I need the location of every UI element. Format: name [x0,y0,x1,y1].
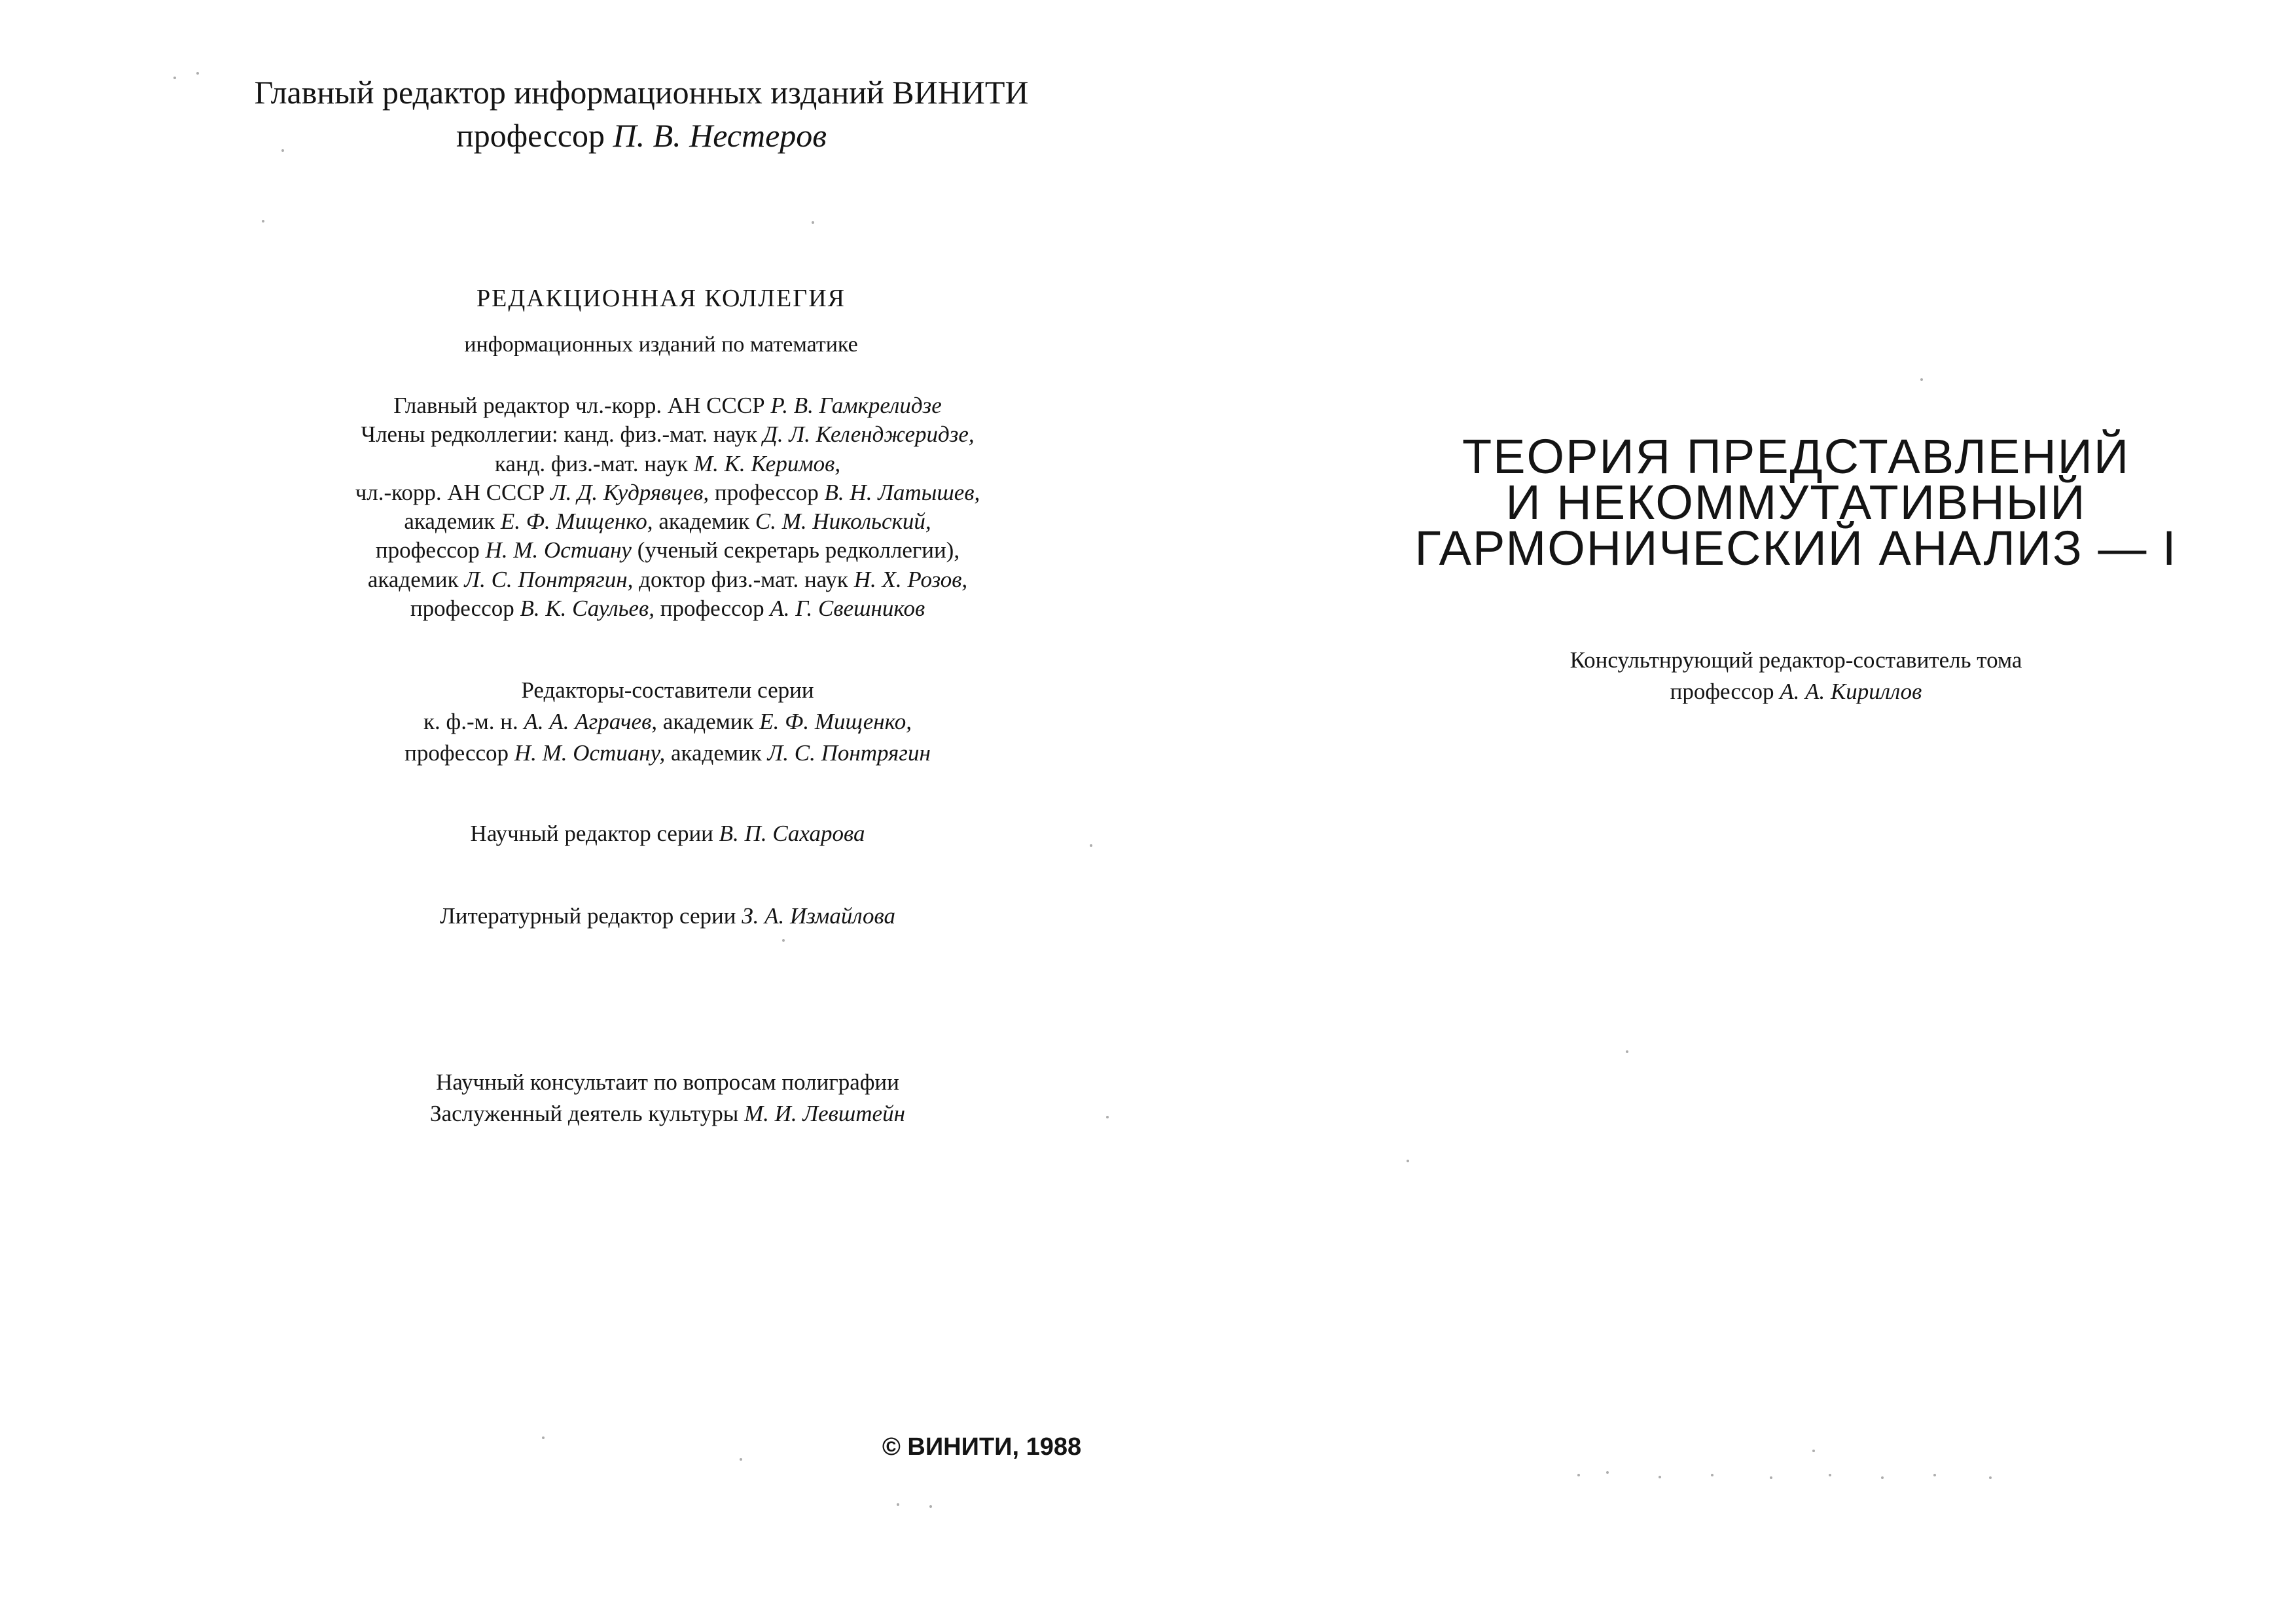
scan-speck [1626,1050,1628,1053]
editorial-board-title: РЕДАКЦИОННАЯ КОЛЛЕГИЯ [476,285,846,312]
volume-editor-rank: профессор [1670,679,1774,704]
board-line-name: В. Н. Латышев, [824,479,980,505]
board-line [236,450,1100,478]
scan-speck [1106,1116,1109,1118]
board-line-name: А. Г. Свешников [770,596,925,622]
series-editors-name: Н. М. Остиану, [514,740,666,766]
board-line-text: профессор [375,537,480,563]
volume-editor-line [1371,676,2221,707]
scan-speck [1829,1474,1831,1476]
scan-speck [196,72,199,75]
board-line-text: профессор [410,596,514,622]
print-consultant-rank: Заслуженный деятель культуры [430,1101,739,1126]
chief-editor-rank: профессор [456,117,605,154]
board-line-name: В. К. Саульев, [520,596,655,622]
board-line-text: канд. физ.-мат. наук [494,450,689,476]
board-line-name: Н. Х. Розов, [853,566,968,592]
scan-speck [1812,1450,1815,1452]
print-consultant-title: Научный консультаит по вопросам полиграфии [436,1069,899,1095]
scan-speck [897,1503,899,1506]
board-line-text: Члены редколлегии: канд. физ.-мат. наук [361,421,757,448]
series-editors-text: профессор [404,740,509,766]
board-line-name: Д. Л. Келенджеридзе, [762,421,975,448]
board-line-name: Е. Ф. Мищенко, [500,508,653,535]
board-line-text: профессор [714,479,819,505]
board-line [236,391,1100,420]
board-line-text: (ученый секретарь редколлегии), [637,537,960,563]
scientific-editor-label: Научный редактор серии [470,821,713,846]
board-line [236,478,1100,507]
board-line-name: С. М. Никольский, [755,508,931,535]
chief-editor-title: Главный редактор информационных изданий ВИНИТИ [254,74,1029,111]
literary-editor-line [236,901,1100,932]
editorial-board-subheading [170,329,1152,361]
volume-editor-name: А. А. Кириллов [1780,679,1922,704]
series-editors-text: академик [671,740,762,766]
print-consultant-name: М. И. Левштейн [744,1101,905,1126]
book-title-line: И НЕКОММУТАТИВНЫЙ [1505,475,2087,529]
board-line-text: академик [658,508,750,535]
series-editors-block [236,675,1100,769]
book-title-block [1371,429,2221,575]
scan-speck [1933,1474,1936,1476]
series-editors-text: к. ф.-м. н. [423,709,518,734]
editorial-board-subtitle: информационных изданий по математике [464,332,858,357]
scan-speck [281,149,284,152]
series-editors-heading: Редакторы-составители серии [521,677,814,703]
scientific-editor-line [236,818,1100,849]
scan-speck [1770,1476,1772,1479]
board-line-text: академик [404,508,495,535]
board-line-name: Л. Д. Кудрявцев, [550,479,709,505]
board-line-name: Н. М. Остиану [485,537,632,563]
scan-speck [740,1458,742,1461]
board-line [236,420,1100,449]
scan-speck [1711,1474,1713,1476]
series-editors-text: академик [662,709,754,734]
scan-speck [1090,844,1092,847]
series-editors-line [236,738,1100,769]
series-editors-name: А. А. Аграчев, [524,709,658,734]
print-consultant-line [236,1098,1100,1130]
series-editors-line [236,706,1100,738]
editorial-board-members [236,391,1100,623]
literary-editor-name: З. А. Измайлова [742,903,895,929]
scan-speck [1577,1474,1580,1476]
series-editors-name: Л. С. Понтрягин [767,740,931,766]
scientific-editor-block [236,818,1100,849]
board-line [236,536,1100,565]
book-title-line: ГАРМОНИЧЕСКИЙ АНАЛИЗ — I [1414,521,2178,575]
board-line-text: профессор [660,596,764,622]
copyright-notice [785,1431,1178,1463]
volume-editor-title: Консультнрующий редактор-составитель тома [1570,647,2022,673]
scan-speck [1920,378,1923,381]
board-line-name: Л. С. Понтрягин, [464,566,634,592]
scan-speck [542,1436,545,1439]
scan-speck [1407,1160,1409,1162]
scan-speck [1881,1476,1884,1479]
volume-editor-block [1371,645,2221,707]
board-line [236,594,1100,623]
book-title-line: ТЕОРИЯ ПРЕДСТАВЛЕНИЙ [1462,429,2130,484]
print-consultant-block [236,1067,1100,1130]
literary-editor-label: Литературный редактор серии [440,903,736,929]
copyright-text: © ВИНИТИ, 1988 [882,1433,1082,1461]
board-line-name: М. К. Керимов, [694,450,841,476]
board-line-text: Главный редактор чл.-корр. АН СССР [393,393,765,418]
board-line [236,565,1100,594]
literary-editor-block [236,901,1100,932]
board-line [236,507,1100,536]
chief-editor-name: П. В. Нестеров [613,117,827,154]
board-line-name: Р. В. Гамкрелидзе [770,393,942,418]
series-editors-name: Е. Ф. Мищенко, [759,709,912,734]
editorial-board-heading [170,280,1152,317]
chief-editor-name-line [236,114,1047,157]
scan-speck [782,939,785,942]
board-line-text: доктор физ.-мат. наук [639,566,848,592]
scan-speck [812,221,814,224]
scan-speck [173,77,176,79]
scan-speck [929,1505,932,1508]
board-line-text: чл.-корр. АН СССР [355,479,545,505]
board-line-text: академик [367,566,459,592]
scan-speck [1659,1476,1661,1478]
scan-speck [262,220,264,223]
chief-editor-block [236,71,1047,157]
right-page [1148,0,2296,1623]
scan-speck [1606,1471,1609,1474]
scan-speck [1989,1476,1992,1479]
scientific-editor-name: В. П. Сахарова [719,821,865,846]
